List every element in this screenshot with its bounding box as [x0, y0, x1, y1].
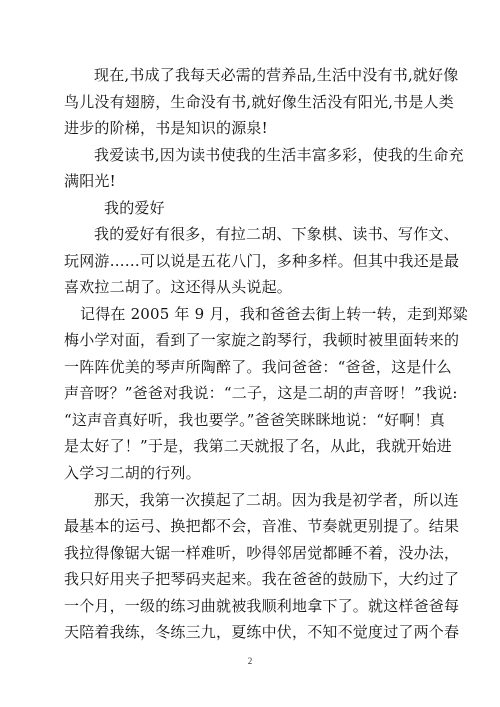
paragraph-line: 进步的阶梯，书是知识的源泉! — [64, 119, 268, 137]
paragraph-line: 满阳光! — [64, 172, 116, 190]
paragraph-line: 喜欢拉二胡了。这还得从头说起。 — [64, 278, 293, 296]
paragraph-line: 我只好用夹子把琴码夹起来。我在爸爸的鼓励下，大约过了 — [64, 570, 460, 588]
paragraph-line: 我爱读书,因为读书使我的生活丰富多彩，使我的生命充 — [94, 146, 464, 164]
paragraph-line: 现在,书成了我每天必需的营养品,生活中没有书,就好像 — [94, 66, 459, 84]
section-title: 我的爱好 — [104, 199, 165, 217]
paragraph-line: 入学习二胡的行列。 — [64, 464, 201, 482]
paragraph-line: 玩网游……可以说是五花八门，多种多样。但其中我还是最 — [64, 252, 460, 270]
paragraph-line: 最基本的运弓、换把都不会，音准、节奏就更别提了。结果 — [64, 517, 460, 535]
paragraph-line: 声音呀？”爸爸对我说：“二子，这是二胡的声音呀！”我说: — [64, 384, 458, 402]
page-number: 2 — [247, 656, 253, 666]
paragraph-line: 鸟儿没有翅膀，生命没有书,就好像生活没有阳光,书是人类 — [64, 93, 454, 111]
paragraph-line: 天陪着我练，冬练三九，夏练中伏，不知不觉度过了两个春 — [64, 623, 460, 641]
paragraph-line: “这声音真好听，我也要学。”爸爸笑眯眯地说：“好啊！真 — [64, 411, 445, 429]
paragraph-line: 一个月，一级的练习曲就被我顺利地拿下了。就这样爸爸每 — [64, 597, 460, 615]
paragraph-line: 是太好了！”于是，我第二天就报了名，从此，我就开始进 — [64, 437, 452, 455]
paragraph-line: 那天，我第一次摸起了二胡。因为我是初学者，所以连 — [94, 491, 459, 509]
paragraph-line: 我的爱好有很多，有拉二胡、下象棋、读书、写作文、 — [94, 225, 459, 243]
paragraph-line: 梅小学对面，看到了一家旋之韵琴行，我顿时被里面转来的 — [64, 331, 460, 349]
paragraph-line: 记得在 2005 年 9 月，我和爸爸去街上转一转，走到郑粱 — [80, 305, 468, 323]
paragraph-line: 一阵阵优美的琴声所陶醉了。我问爸爸：“爸爸，这是什么 — [64, 358, 452, 376]
paragraph-line: 我拉得像锯大锯一样难听，吵得邻居觉都睡不着，没办法， — [64, 544, 460, 562]
